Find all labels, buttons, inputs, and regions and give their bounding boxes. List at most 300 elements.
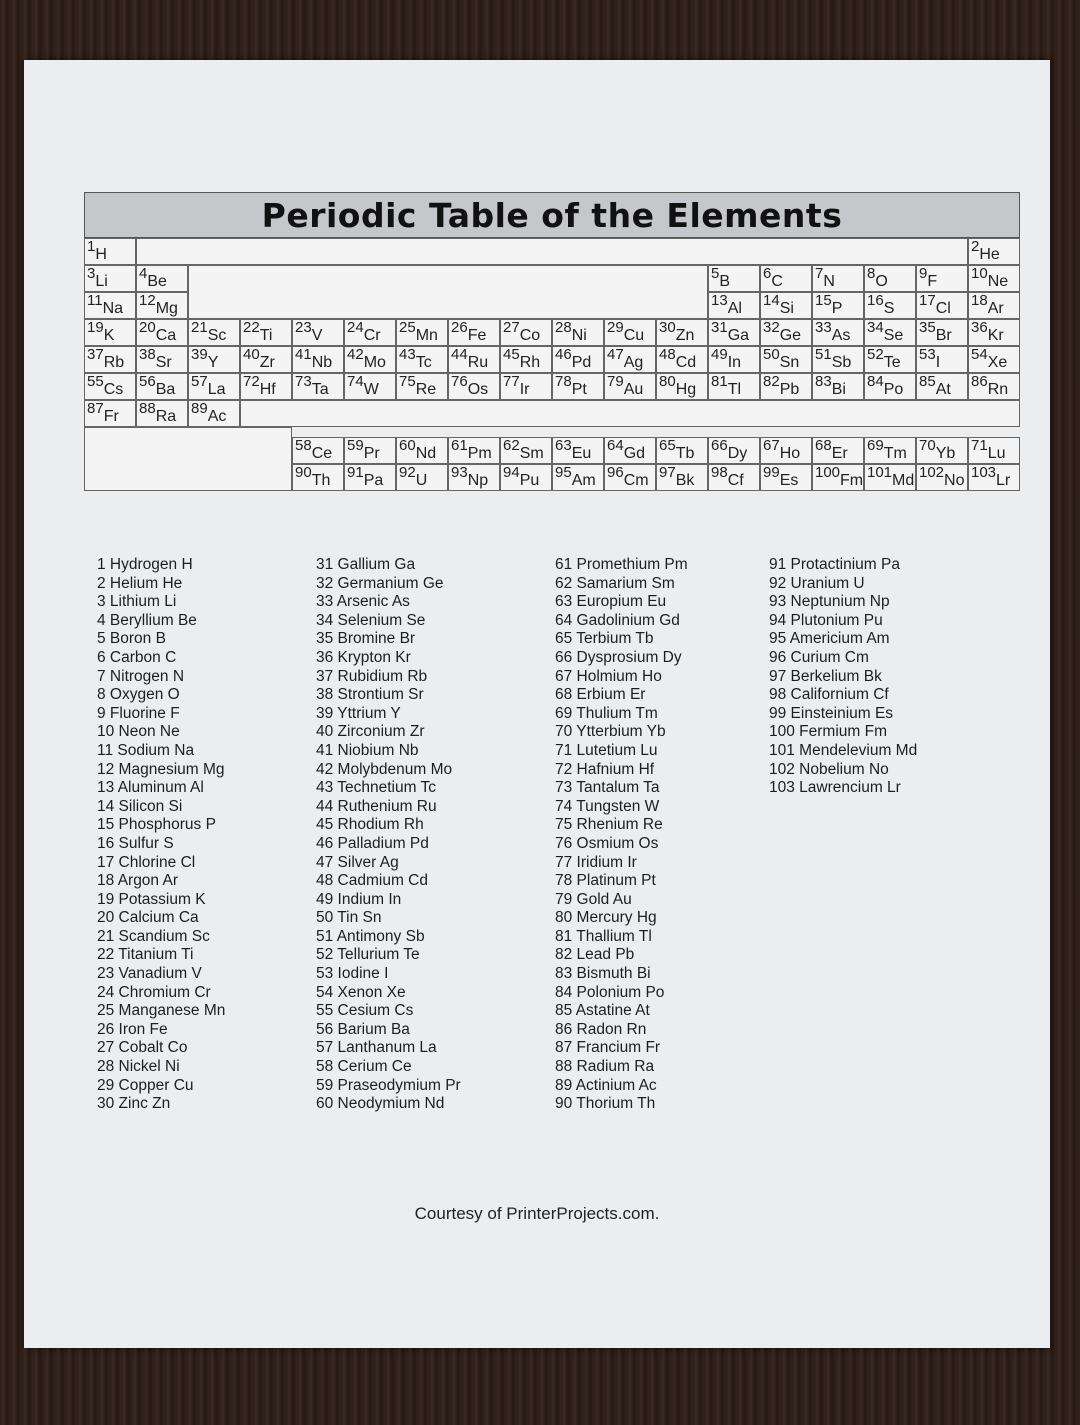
element-list-item: 51 Antimony Sb: [316, 927, 425, 945]
element-cell: [240, 373, 292, 400]
atomic-number: 94: [503, 464, 520, 481]
element-list-item: 12 Magnesium Mg: [97, 760, 225, 778]
element-cell: [708, 464, 760, 491]
element-symbol: Rb: [103, 354, 125, 371]
element-cell: [968, 346, 1020, 373]
element-list-item: 15 Phosphorus P: [97, 816, 216, 834]
element-cell: [500, 373, 552, 400]
element-cell: [396, 319, 448, 346]
element-cell: [604, 464, 656, 491]
element-list-item: 30 Zinc Zn: [97, 1095, 171, 1113]
element-symbol: Cf: [727, 472, 744, 489]
element-symbol: Sn: [779, 354, 800, 371]
element-symbol: Ag: [623, 354, 644, 371]
element-cell: [240, 319, 292, 346]
atomic-number: 45: [503, 346, 520, 363]
atomic-number: 85: [919, 373, 936, 390]
atomic-number: 80: [659, 373, 676, 390]
element-cell: [916, 346, 968, 373]
element-symbol: No: [944, 472, 965, 489]
element-symbol: Ar: [987, 300, 1004, 317]
element-list-item: 96 Curium Cm: [769, 648, 869, 666]
atomic-number: 53: [919, 346, 936, 363]
element-symbol: Na: [102, 300, 124, 317]
element-symbol: Ba: [155, 381, 176, 398]
element-list-item: 38 Strontium Sr: [316, 686, 424, 704]
element-list-item: 6 Carbon C: [97, 648, 177, 666]
atomic-number: 42: [347, 346, 364, 363]
element-list-item: 46 Palladium Pd: [316, 834, 429, 852]
element-cell: [812, 319, 864, 346]
element-symbol: Os: [467, 381, 489, 398]
atomic-number: 75: [399, 373, 416, 390]
atomic-number: 37: [87, 346, 104, 363]
atomic-number: 90: [295, 464, 312, 481]
element-cell: [760, 437, 812, 464]
element-symbol: S: [883, 300, 895, 317]
atomic-number: 30: [659, 319, 676, 336]
atomic-number: 13: [711, 292, 728, 309]
atomic-number: 31: [711, 319, 728, 336]
atomic-number: 39: [191, 346, 208, 363]
element-symbol: Zn: [675, 327, 695, 344]
element-cell: [344, 373, 396, 400]
element-symbol: Sm: [519, 445, 544, 462]
element-list-item: 61 Promethium Pm: [555, 556, 688, 573]
element-cell: [812, 464, 864, 491]
element-cell: [968, 464, 1020, 491]
element-cell: [968, 373, 1020, 400]
element-list-item: 58 Cerium Ce: [316, 1058, 412, 1076]
element-cell: [396, 464, 448, 491]
atomic-number: 89: [191, 400, 208, 417]
atomic-number: 84: [867, 373, 884, 390]
element-list-item: 20 Calcium Ca: [97, 909, 199, 927]
element-cell: [84, 292, 136, 319]
element-symbol: Cu: [623, 327, 645, 344]
atomic-number: 83: [815, 373, 832, 390]
element-list-item: 26 Iron Fe: [97, 1020, 168, 1038]
element-list-item: 11 Sodium Na: [97, 741, 195, 759]
element-list-item: 52 Tellurium Te: [316, 946, 420, 964]
element-list-item: 22 Titanium Ti: [97, 946, 194, 964]
element-list-item: 63 Europium Eu: [555, 593, 667, 611]
element-cell: [656, 373, 708, 400]
element-list-item: 72 Hafnium Hf: [555, 760, 655, 778]
atomic-number: 15: [815, 292, 832, 309]
element-symbol: Pr: [363, 445, 380, 462]
element-cell: [136, 400, 188, 427]
element-list-item: 29 Copper Cu: [97, 1076, 194, 1094]
atomic-number: 47: [607, 346, 624, 363]
element-cell: [864, 464, 916, 491]
atomic-number: 70: [919, 437, 936, 454]
element-symbol: Li: [95, 273, 108, 290]
atomic-number: 78: [555, 373, 572, 390]
element-list-item: 32 Germanium Ge: [316, 574, 444, 592]
element-symbol: Tm: [883, 445, 907, 462]
element-symbol: Tl: [727, 381, 742, 398]
element-list-item: 66 Dysprosium Dy: [555, 648, 682, 666]
element-symbol: Si: [779, 300, 794, 317]
element-cell: [916, 464, 968, 491]
atomic-number: 24: [347, 319, 364, 336]
atomic-number: 28: [555, 319, 572, 336]
element-symbol: Pd: [571, 354, 592, 371]
element-symbol: Am: [571, 472, 596, 489]
element-list-item: 5 Boron B: [97, 630, 166, 648]
element-list-item: 7 Nitrogen N: [97, 667, 185, 685]
element-symbol: Pa: [363, 472, 384, 489]
atomic-number: 77: [503, 373, 520, 390]
element-cell: [396, 346, 448, 373]
element-symbol: Hf: [259, 381, 276, 398]
atomic-number: 38: [139, 346, 156, 363]
element-list-item: 100 Fermium Fm: [769, 723, 887, 741]
element-symbol: Sr: [155, 354, 172, 371]
element-cell: [812, 346, 864, 373]
element-list-item: 9 Fluorine F: [97, 704, 180, 722]
element-cell: [760, 265, 812, 292]
element-symbol: Se: [883, 327, 904, 344]
element-grid: [84, 238, 1020, 491]
element-symbol: Ne: [987, 273, 1009, 290]
atomic-number: 35: [919, 319, 936, 336]
atomic-number: 49: [711, 346, 728, 363]
element-symbol: As: [831, 327, 851, 344]
atomic-number: 52: [867, 346, 884, 363]
element-cell: [500, 464, 552, 491]
element-symbol: N: [823, 273, 835, 290]
element-cell: [188, 319, 240, 346]
element-list-item: 23 Vanadium V: [97, 965, 202, 983]
atomic-number: 5: [711, 265, 720, 282]
element-list-item: 2 Helium He: [97, 574, 183, 592]
element-symbol: Bk: [675, 472, 695, 489]
element-list-item: 27 Cobalt Co: [97, 1039, 188, 1057]
element-symbol: B: [719, 273, 731, 290]
element-cell: [916, 265, 968, 292]
element-symbol: Nb: [311, 354, 333, 371]
element-symbol: La: [207, 381, 226, 398]
element-list-item: 92 Uranium U: [769, 574, 865, 592]
element-list-item: 74 Tungsten W: [555, 797, 660, 815]
element-cell: [604, 319, 656, 346]
element-symbol: F: [927, 273, 938, 290]
element-list-item: 81 Thallium Tl: [555, 927, 652, 945]
element-list-item: 87 Francium Fr: [555, 1039, 661, 1057]
element-list-item: 1 Hydrogen H: [97, 556, 193, 573]
element-cell: [292, 346, 344, 373]
element-list-item: 14 Silicon Si: [97, 797, 183, 815]
element-cell: [344, 437, 396, 464]
atomic-number: 72: [243, 373, 260, 390]
element-cell: [864, 319, 916, 346]
element-list-item: 31 Gallium Ga: [316, 556, 416, 573]
atomic-number: 32: [763, 319, 780, 336]
element-symbol: Fe: [467, 327, 487, 344]
element-list-item: 8 Oxygen O: [97, 686, 180, 704]
element-list-item: 43 Technetium Tc: [316, 779, 437, 797]
element-symbol: Ni: [571, 327, 587, 344]
element-symbol: Po: [883, 381, 904, 398]
blank-row1: [136, 238, 968, 265]
element-list-item: 44 Ruthenium Ru: [316, 797, 437, 815]
element-cell: [552, 346, 604, 373]
element-symbol: He: [979, 246, 1000, 263]
element-symbol: Fm: [840, 472, 864, 489]
element-list-column-1: [97, 556, 225, 1114]
atomic-number: 50: [763, 346, 780, 363]
element-list-item: 82 Lead Pb: [555, 946, 635, 964]
element-cell: [968, 292, 1020, 319]
element-list-item: 3 Lithium Li: [97, 593, 177, 611]
element-symbol: Md: [892, 472, 915, 489]
element-symbol: Ra: [155, 408, 177, 425]
element-symbol: Hg: [675, 381, 697, 398]
element-symbol: Pb: [779, 381, 800, 398]
element-symbol: Cr: [363, 327, 381, 344]
element-symbol: Be: [147, 273, 167, 290]
element-list-item: 98 Californium Cf: [769, 686, 889, 704]
element-symbol: Ir: [519, 381, 530, 398]
element-symbol: C: [771, 273, 783, 290]
element-symbol: U: [415, 472, 428, 489]
element-cell: [864, 265, 916, 292]
element-symbol: Y: [207, 354, 219, 371]
atomic-number: 44: [451, 346, 468, 363]
paper-sheet: [24, 60, 1050, 1348]
element-symbol: Mn: [415, 327, 438, 344]
element-list-item: 16 Sulfur S: [97, 834, 174, 852]
atomic-number: 40: [243, 346, 260, 363]
element-symbol: Er: [831, 445, 848, 462]
atomic-number: 33: [815, 319, 832, 336]
element-list-item: 17 Chlorine Cl: [97, 853, 196, 871]
element-symbol: Ta: [311, 381, 329, 398]
element-cell: [708, 437, 760, 464]
element-list-item: 35 Bromine Br: [316, 630, 416, 648]
element-list-item: 86 Radon Rn: [555, 1020, 647, 1038]
element-cell: [760, 373, 812, 400]
blank-fblock-left: [84, 427, 292, 491]
element-symbol: Nd: [415, 445, 437, 462]
element-cell: [84, 238, 136, 265]
atomic-number: 68: [815, 437, 832, 454]
atomic-number: 92: [399, 464, 416, 481]
atomic-number: 34: [867, 319, 884, 336]
atomic-number: 81: [711, 373, 728, 390]
atomic-number: 71: [971, 437, 988, 454]
element-symbol: Lu: [987, 445, 1006, 462]
element-symbol: Xe: [987, 354, 1008, 371]
element-symbol: Th: [311, 472, 331, 489]
element-cell: [344, 464, 396, 491]
atomic-number: 27: [503, 319, 520, 336]
element-list-item: 70 Ytterbium Yb: [555, 723, 666, 741]
element-list-item: 33 Arsenic As: [316, 593, 410, 611]
element-list-item: 4 Beryllium Be: [97, 611, 197, 629]
atomic-number: 6: [763, 265, 772, 282]
atomic-number: 21: [191, 319, 208, 336]
element-symbol: Lr: [996, 472, 1011, 489]
element-symbol: W: [363, 381, 379, 398]
element-symbol: In: [727, 354, 742, 371]
atomic-number: 11: [87, 292, 103, 309]
element-cell: [84, 319, 136, 346]
element-cell: [604, 437, 656, 464]
element-list-item: 34 Selenium Se: [316, 611, 426, 629]
element-cell: [864, 373, 916, 400]
element-cell: [656, 346, 708, 373]
atomic-number: 97: [659, 464, 676, 481]
element-symbol: O: [875, 273, 888, 290]
element-symbol: Re: [415, 381, 437, 398]
element-cell: [136, 292, 188, 319]
atomic-number: 87: [87, 400, 104, 417]
atomic-number: 4: [139, 265, 148, 282]
element-symbol: Ce: [311, 445, 333, 462]
element-list-item: 41 Niobium Nb: [316, 741, 419, 759]
element-list-item: 13 Aluminum Al: [97, 779, 204, 797]
element-cell: [968, 437, 1020, 464]
element-cell: [448, 346, 500, 373]
atomic-number: 43: [399, 346, 416, 363]
element-cell: [500, 437, 552, 464]
atomic-number: 1: [87, 238, 96, 255]
element-symbol: Br: [935, 327, 952, 344]
element-list-item: 91 Protactinium Pa: [769, 556, 900, 573]
atomic-number: 9: [919, 265, 928, 282]
element-cell: [396, 373, 448, 400]
element-list-item: 103 Lawrencium Lr: [769, 779, 901, 797]
element-cell: [448, 464, 500, 491]
element-cell: [84, 373, 136, 400]
element-list-item: 25 Manganese Mn: [97, 1002, 226, 1020]
element-list-item: 21 Scandium Sc: [97, 927, 210, 945]
element-symbol: Es: [779, 472, 799, 489]
element-symbol: Yb: [935, 445, 956, 462]
atomic-number: 23: [295, 319, 312, 336]
element-list-item: 40 Zirconium Zr: [316, 723, 425, 741]
element-symbol: Kr: [987, 327, 1004, 344]
element-cell: [760, 292, 812, 319]
element-list-item: 67 Holmium Ho: [555, 667, 662, 685]
element-list-item: 62 Samarium Sm: [555, 574, 675, 592]
element-symbol: Au: [623, 381, 644, 398]
element-cell: [604, 346, 656, 373]
atomic-number: 51: [815, 346, 832, 363]
element-symbol: Te: [883, 354, 901, 371]
element-cell: [864, 292, 916, 319]
atomic-number: 60: [399, 437, 416, 454]
element-list-item: 49 Indium In: [316, 890, 402, 908]
element-list-item: 37 Rubidium Rb: [316, 667, 428, 685]
element-symbol: Cd: [675, 354, 697, 371]
atomic-number: 96: [607, 464, 624, 481]
element-list-item: 48 Cadmium Cd: [316, 872, 428, 890]
element-list-item: 79 Gold Au: [555, 890, 632, 908]
element-list-item: 99 Einsteinium Es: [769, 704, 894, 722]
element-symbol: Ti: [259, 327, 273, 344]
element-cell: [968, 319, 1020, 346]
periodic-table: [84, 192, 1020, 491]
element-list-item: 102 Nobelium No: [769, 760, 889, 778]
element-symbol: Bi: [831, 381, 846, 398]
element-symbol: Dy: [727, 445, 748, 462]
element-symbol: Mg: [155, 300, 178, 317]
atomic-number: 82: [763, 373, 780, 390]
element-list-item: 93 Neptunium Np: [769, 593, 890, 611]
element-cell: [188, 400, 240, 427]
atomic-number: 55: [87, 373, 104, 390]
element-list-column-3: [555, 556, 688, 1114]
atomic-number: 95: [555, 464, 572, 481]
element-cell: [968, 238, 1020, 265]
page-title: Periodic Table of the Elements: [84, 192, 1020, 238]
element-list-item: 18 Argon Ar: [97, 872, 179, 890]
element-cell: [812, 292, 864, 319]
element-cell: [240, 346, 292, 373]
element-symbol: Cs: [103, 381, 124, 398]
element-symbol: Cl: [935, 300, 951, 317]
element-cell: [916, 373, 968, 400]
atomic-number: 86: [971, 373, 988, 390]
atomic-number: 56: [139, 373, 156, 390]
element-symbol: Pt: [571, 381, 587, 398]
atomic-number: 79: [607, 373, 624, 390]
element-symbol: Eu: [571, 445, 592, 462]
atomic-number: 69: [867, 437, 884, 454]
element-list-item: 80 Mercury Hg: [555, 909, 657, 927]
element-list-item: 28 Nickel Ni: [97, 1058, 180, 1076]
atomic-number: 100: [815, 464, 841, 481]
blank-row2: [188, 265, 708, 319]
element-cell: [552, 464, 604, 491]
element-cell: [916, 437, 968, 464]
element-list-item: 90 Thorium Th: [555, 1095, 656, 1113]
element-list-item: 85 Astatine At: [555, 1002, 650, 1020]
element-cell: [760, 346, 812, 373]
atomic-number: 74: [347, 373, 364, 390]
atomic-number: 36: [971, 319, 988, 336]
atomic-number: 17: [919, 292, 936, 309]
atomic-number: 22: [243, 319, 260, 336]
element-symbol: Tb: [675, 445, 695, 462]
element-symbol: Ru: [467, 354, 489, 371]
element-symbol: Co: [519, 327, 541, 344]
atomic-number: 7: [815, 265, 824, 282]
atomic-number: 102: [919, 464, 945, 481]
element-list-item: 75 Rhenium Re: [555, 816, 663, 834]
element-list-item: 36 Krypton Kr: [316, 648, 411, 666]
element-list-item: 69 Thulium Tm: [555, 704, 658, 722]
element-cell: [812, 373, 864, 400]
element-cell: [292, 464, 344, 491]
element-symbol: Sc: [207, 327, 227, 344]
element-cell: [448, 373, 500, 400]
atomic-number: 91: [347, 464, 364, 481]
atomic-number: 98: [711, 464, 728, 481]
element-cell: [188, 373, 240, 400]
element-symbol: P: [831, 300, 843, 317]
blank-row7: [240, 400, 1020, 427]
element-cell: [656, 464, 708, 491]
atomic-number: 14: [763, 292, 780, 309]
atomic-number: 3: [87, 265, 96, 282]
atomic-number: 2: [971, 238, 980, 255]
element-cell: [136, 265, 188, 292]
